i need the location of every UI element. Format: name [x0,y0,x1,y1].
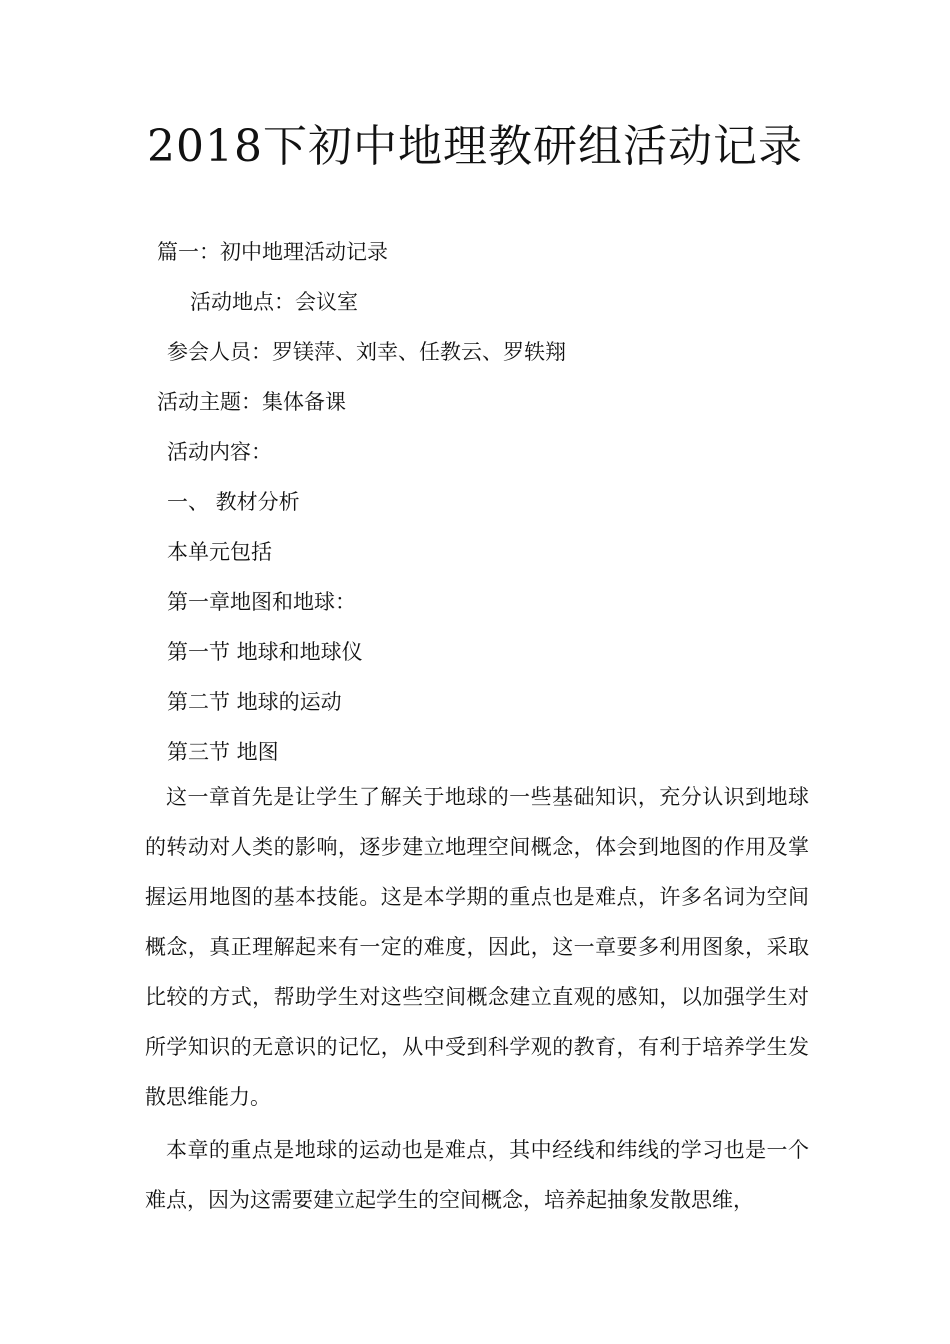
section-three-title: 第三节 地图 [167,740,279,764]
chapter-focus-paragraph: 本章的重点是地球的运动也是难点，其中经线和纬线的学习也是一个难点，因为这需要建立起学生的空间概念，培养起抽象发散思维， [145,1138,809,1212]
unit-includes: 本单元包括 [167,540,272,564]
chapter-one-title: 第一章地图和地球： [167,590,356,614]
section-heading: 篇一：初中地理活动记录 [157,240,388,264]
document-title: 2018下初中地理教研组活动记录 [147,121,803,172]
activity-location: 活动地点：会议室 [190,290,358,314]
activity-content-label: 活动内容： [167,440,272,464]
textbook-analysis-heading: 一、 教材分析 [167,490,300,514]
activity-topic: 活动主题：集体备课 [157,390,346,414]
section-two-title: 第二节 地球的运动 [167,690,342,714]
section-one-title: 第一节 地球和地球仪 [167,640,363,664]
participants: 参会人员：罗镁萍、刘幸、任教云、罗轶翔 [167,340,566,364]
chapter-description-paragraph: 这一章首先是让学生了解关于地球的一些基础知识，充分认识到地球的转动对人类的影响，逐步建立地理空间概念，体会到地图的作用及掌握运用地图的基本技能。这是本学期的重点也是难点，许多名词为空间概念，真正理解起来有一定的难度，因此，这一章要多利用图象，采取比较的方式，帮助学生对这些空间概念建立直观的感知，以加强学生对所学知识的无意识的记忆，从中受到科学观的教育，有利于培养学生发散思维能力。 [145,785,809,1109]
